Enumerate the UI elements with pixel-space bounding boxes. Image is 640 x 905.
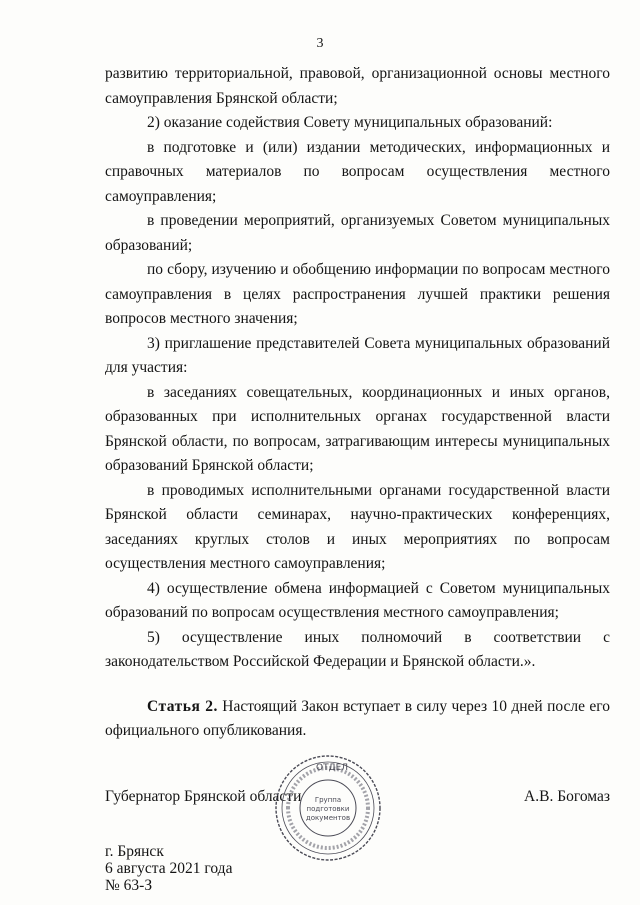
page-number: 3	[316, 36, 324, 51]
place-date-block	[105, 843, 232, 894]
paragraph-7: в заседаниях совещательных, координационных и иных органов, образованных при исполнительных органах государственной власти Брянской области, по вопросам, затрагивающим интересы муниципальных образований Брянской области;	[105, 383, 610, 474]
spacer	[105, 675, 610, 695]
city: г. Брянск	[105, 843, 164, 860]
article-text: Настоящий Закон вступает в силу через 10 дней после его официального опубликования.	[105, 697, 611, 739]
official-stamp-seal	[272, 752, 384, 864]
stamp-ring-text: ОТДЕЛ	[316, 763, 349, 773]
stamp-center-line-2: подготовки	[306, 805, 350, 813]
paragraph-6: 3) приглашение представителей Совета муниципальных образований для участия:	[105, 334, 610, 376]
paragraph-3: в подготовке и (или) издании методических, информационных и справочных материалов по вопросам осуществления местного самоуправления;	[105, 138, 610, 205]
date: 6 августа 2021 года	[105, 860, 233, 877]
stamp-center-line-1: Группа	[314, 796, 342, 804]
signatory-position: Губернатор Брянской области	[105, 788, 302, 805]
article-heading: Статья 2.	[147, 697, 218, 715]
paragraph-5: по сбору, изучению и обобщению информации по вопросам местного самоуправления в целях распространения лучшей практики решения вопросов местного значения;	[105, 261, 610, 327]
stamp-center-line-3: документов	[305, 814, 351, 822]
paragraph-9: 4) осуществление обмена информацией с Советом муниципальных образований по вопросам осуществления местного самоуправления;	[105, 579, 610, 621]
law-number: № 63-З	[105, 877, 153, 894]
paragraph-8: в проводимых исполнительными органами государственной власти Брянской области семинарах, научно-практических конференциях, заседаниях круглых столов и иных мероприятиях по вопросам осуществления местного самоуправления;	[105, 481, 610, 572]
paragraph-10: 5) осуществление иных полномочий в соответствии с законодательством Российской Федерации и Брянской области.».	[105, 628, 610, 670]
document-body	[105, 62, 610, 744]
signatory-name: А.В. Богомаз	[524, 788, 610, 805]
paragraph-2: 2) оказание содействия Совету муниципальных образований:	[147, 114, 553, 131]
paragraph-1: развитию территориальной, правовой, организационной основы местного самоуправления Брянской области;	[105, 65, 610, 107]
paragraph-4: в проведении мероприятий, организуемых Советом муниципальных образований;	[105, 212, 610, 254]
article-2	[105, 695, 610, 744]
